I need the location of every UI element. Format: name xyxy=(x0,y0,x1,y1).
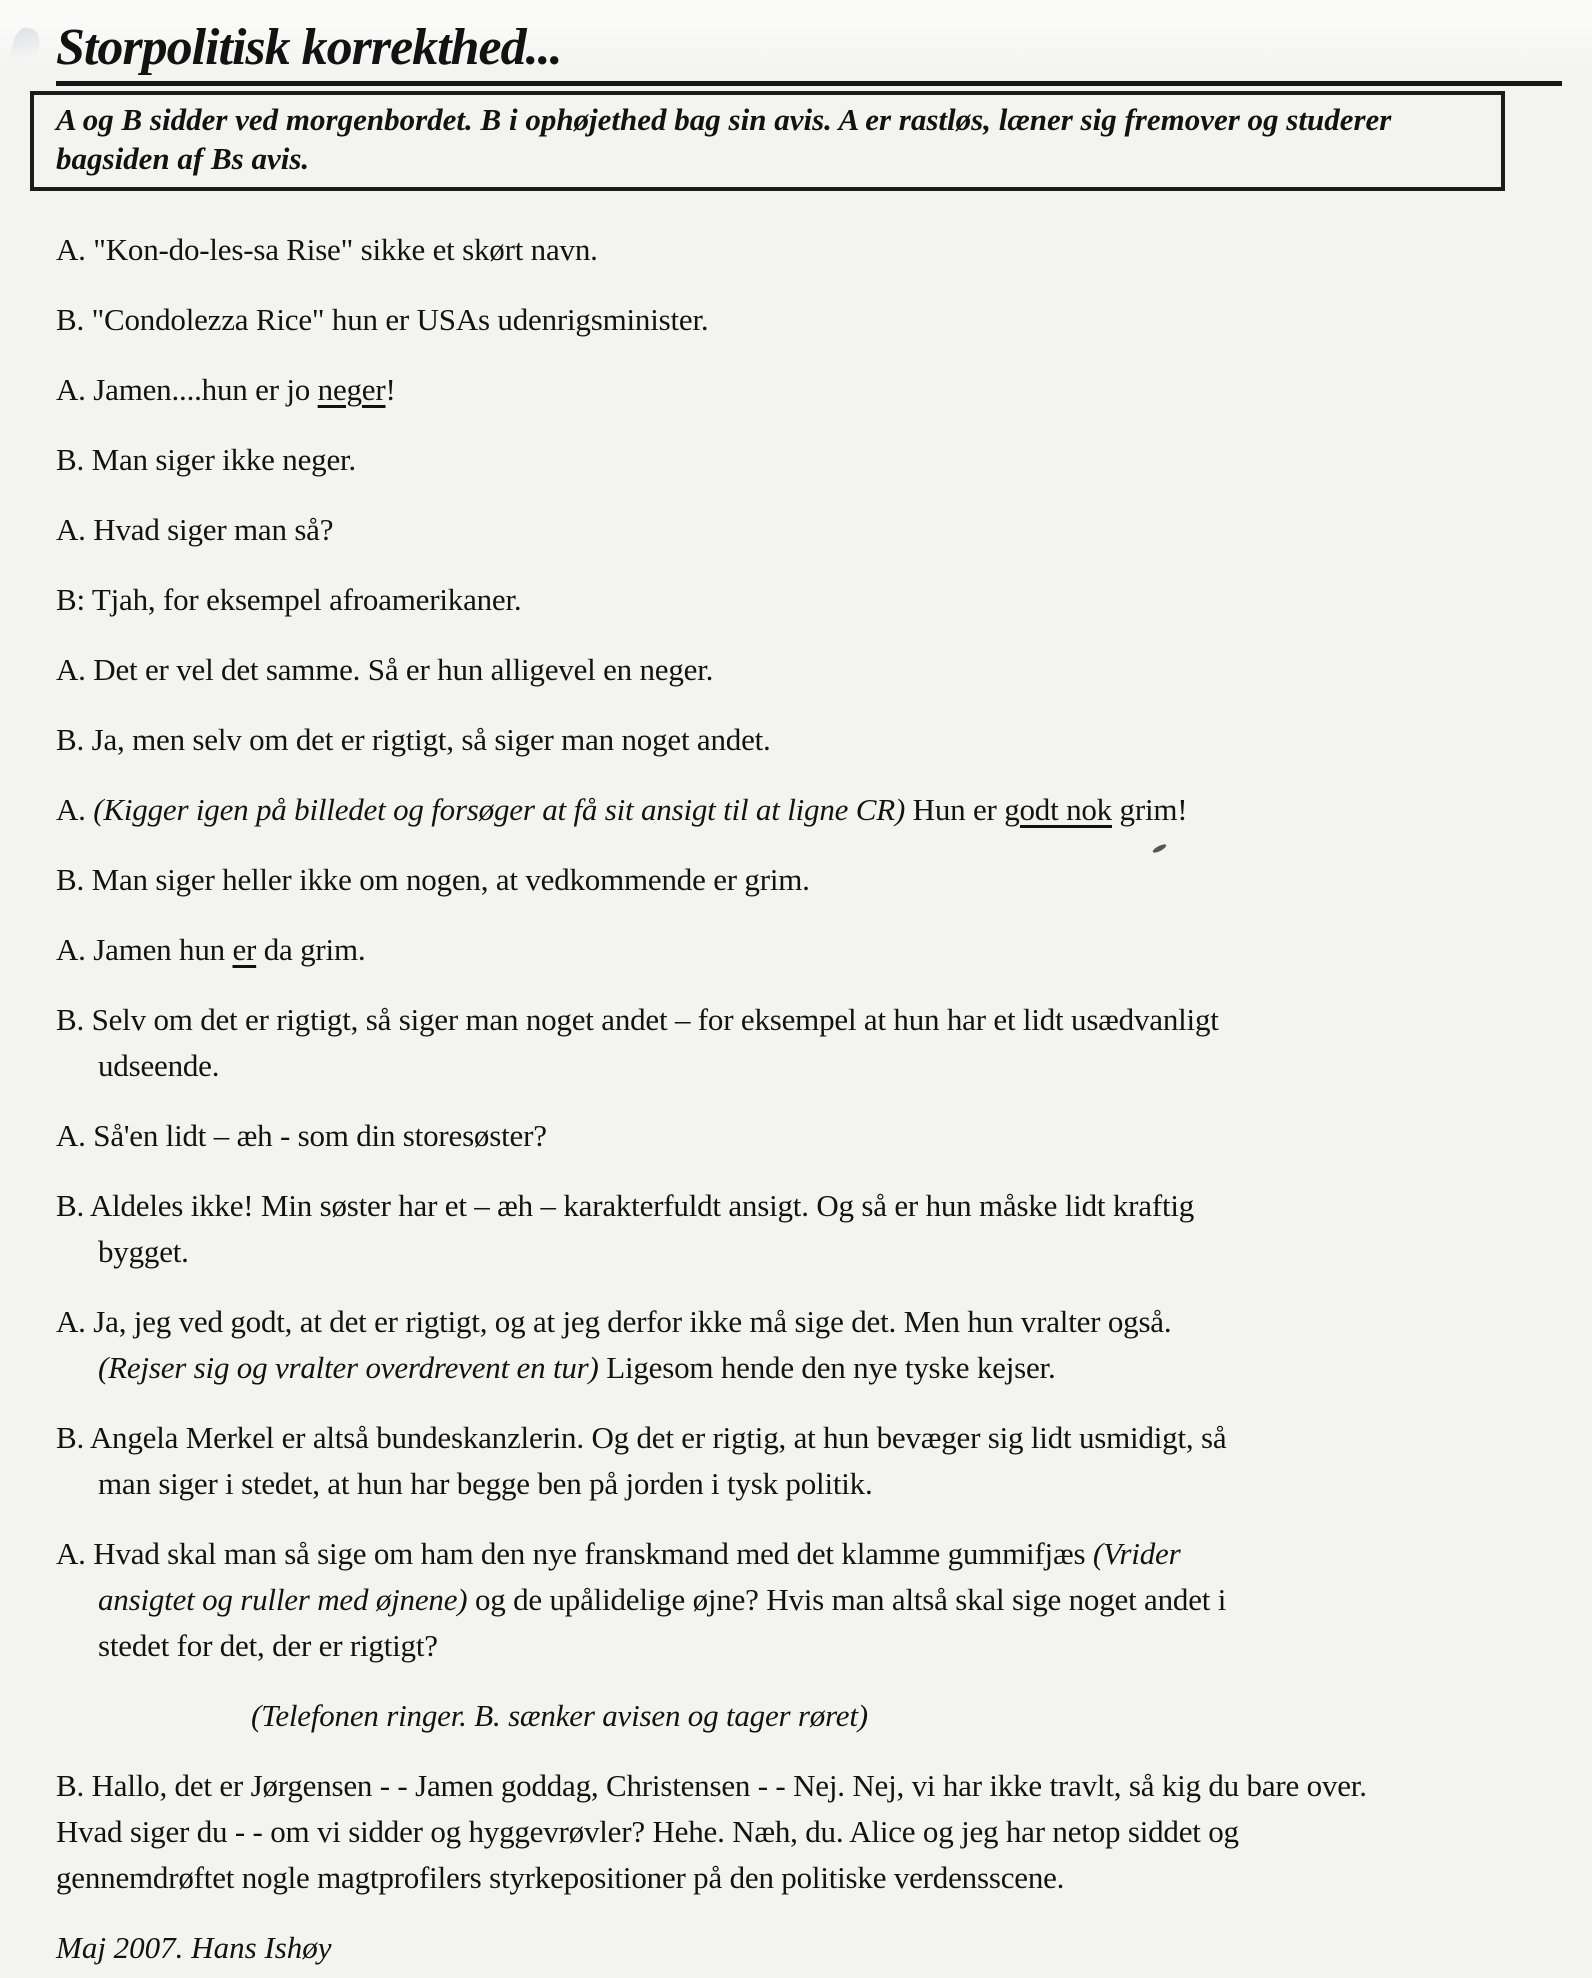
intro-line: bagsiden af Bs avis. xyxy=(56,141,310,176)
dialogue-line xyxy=(56,1183,1562,1229)
underlined-text: neger xyxy=(317,372,386,407)
dialogue-paragraph xyxy=(56,997,1562,1089)
title-block xyxy=(56,14,1562,86)
text-segment: B. Man siger ikke neger. xyxy=(56,442,356,477)
underlined-text: godt nok xyxy=(1004,792,1112,827)
dialogue-line xyxy=(56,1763,1562,1809)
intro-box xyxy=(30,91,1505,191)
text-segment: A. Jamen....hun er jo xyxy=(56,372,318,407)
dialogue-line xyxy=(56,227,1562,273)
dialogue-line xyxy=(56,297,1562,343)
dialogue-line xyxy=(56,1043,1562,1089)
italic-stage-text: (Telefonen ringer. B. sænker avisen og tager røret) xyxy=(251,1698,868,1733)
text-segment: bygget. xyxy=(98,1234,189,1269)
dialogue-line xyxy=(56,1229,1562,1275)
dialogue-line xyxy=(56,1855,1562,1901)
dialogue-line xyxy=(56,367,1562,413)
text-segment: da grim. xyxy=(256,932,366,967)
dialogue-paragraph xyxy=(56,507,1562,553)
dialogue-line xyxy=(56,857,1562,903)
dialogue-line xyxy=(56,1623,1562,1669)
text-segment: A. "Kon-do-les-sa Rise" sikke et skørt navn. xyxy=(56,232,598,267)
dialogue-line xyxy=(56,927,1562,973)
author-line: Maj 2007. Hans Ishøy xyxy=(56,1930,332,1965)
dialogue-paragraph xyxy=(56,1113,1562,1159)
dialogue-paragraph xyxy=(56,717,1562,763)
dialogue-line xyxy=(56,1299,1562,1345)
text-segment: A. Det er vel det samme. Så er hun alligevel en neger. xyxy=(56,652,714,687)
dialogue-paragraph xyxy=(56,437,1562,483)
text-segment: stedet for det, der er rigtigt? xyxy=(98,1628,438,1663)
text-segment: B: Tjah, for eksempel afroamerikaner. xyxy=(56,582,522,617)
text-segment: A. Jamen hun xyxy=(56,932,233,967)
text-segment: B. Aldeles ikke! Min søster har et – æh – karakterfuldt ansigt. Og så er hun måske lidt kraftig xyxy=(56,1188,1195,1223)
dialogue-paragraph xyxy=(56,1183,1562,1275)
dialogue-line xyxy=(56,1415,1562,1461)
text-segment: A. xyxy=(56,792,94,827)
stage-direction xyxy=(251,1693,1562,1739)
dialogue-line xyxy=(56,507,1562,553)
text-segment: B. "Condolezza Rice" hun er USAs udenrigsminister. xyxy=(56,302,709,337)
text-segment: B. Angela Merkel er altså bundeskanzlerin. Og det er rigtig, at hun bevæger sig lidt usmidigt, så xyxy=(56,1420,1227,1455)
text-segment: A. Ja, jeg ved godt, at det er rigtigt, og at jeg derfor ikke må sige det. Men hun vralter også. xyxy=(56,1304,1172,1339)
text-segment: B. Selv om det er rigtigt, så siger man noget andet – for eksempel at hun har et lidt usædvanligt xyxy=(56,1002,1219,1037)
dialogue-line xyxy=(56,1345,1562,1391)
dialogue-line xyxy=(56,647,1562,693)
text-segment: udseende. xyxy=(98,1048,220,1083)
dialogue-line xyxy=(56,437,1562,483)
dialogue-paragraph xyxy=(56,227,1562,273)
text-segment: grim! xyxy=(1111,792,1188,827)
dialogue-line xyxy=(56,1809,1562,1855)
italic-stage-text: ansigtet og ruller med øjnene) xyxy=(98,1582,468,1617)
text-segment: A. Hvad siger man så? xyxy=(56,512,334,547)
underlined-text: er xyxy=(232,932,257,967)
dialogue-line xyxy=(56,717,1562,763)
text-segment: A. Hvad skal man så sige om ham den nye franskmand med det klamme gummifjæs xyxy=(56,1536,1093,1571)
scan-artifact-icon xyxy=(7,25,42,72)
dialogue-paragraph xyxy=(56,787,1562,833)
dialogue-line xyxy=(56,1461,1562,1507)
text-segment: og de upålidelige øjne? Hvis man altså skal sige noget andet i xyxy=(467,1582,1227,1617)
text-segment: man siger i stedet, at hun har begge ben på jorden i tysk politik. xyxy=(98,1466,873,1501)
text-segment: Ligesom hende den nye tyske kejser. xyxy=(598,1350,1056,1385)
dialogue-paragraph xyxy=(56,647,1562,693)
page-title: Storpolitisk korrekthed... xyxy=(56,19,562,76)
text-segment: Hvad siger du - - om vi sidder og hyggevrøvler? Hehe. Næh, du. Alice og jeg har netop siddet og xyxy=(56,1814,1239,1849)
text-segment: ! xyxy=(385,372,396,407)
dialogue-paragraph xyxy=(56,297,1562,343)
dialogue-line xyxy=(251,1693,1562,1739)
italic-stage-text: (Rejser sig og vralter overdrevent en tur) xyxy=(98,1350,599,1385)
text-segment: B. Ja, men selv om det er rigtigt, så siger man noget andet. xyxy=(56,722,771,757)
dialogue-paragraph xyxy=(56,927,1562,973)
text-segment: Hun er xyxy=(905,792,1005,827)
dialogue-line xyxy=(56,1577,1562,1623)
text-segment: gennemdrøftet nogle magtprofilers styrkepositioner på den politiske verdensscene. xyxy=(56,1860,1065,1895)
dialogue-container xyxy=(56,227,1562,1901)
italic-stage-text: (Vrider xyxy=(1092,1536,1181,1571)
dialogue-line xyxy=(56,1113,1562,1159)
dialogue-line xyxy=(56,577,1562,623)
text-segment: B. Hallo, det er Jørgensen - - Jamen goddag, Christensen - - Nej. Nej, vi har ikke travlt, så kig du bare over. xyxy=(56,1768,1367,1803)
dialogue-paragraph xyxy=(56,577,1562,623)
dialogue-paragraph xyxy=(56,1415,1562,1507)
text-segment: B. Man siger heller ikke om nogen, at vedkommende er grim. xyxy=(56,862,810,897)
intro-line: A og B sidder ved morgenbordet. B i ophøjethed bag sin avis. A er rastløs, læner sig fremover og studerer xyxy=(56,102,1392,137)
dialogue-paragraph xyxy=(56,1763,1562,1901)
text-segment: A. Så'en lidt – æh - som din storesøster? xyxy=(56,1118,547,1153)
dialogue-line xyxy=(56,787,1562,833)
dialogue-paragraph xyxy=(56,367,1562,413)
dialogue-paragraph xyxy=(56,1299,1562,1391)
italic-stage-text: (Kigger igen på billedet og forsøger at få sit ansigt til at ligne CR) xyxy=(93,792,906,827)
dialogue-line xyxy=(56,997,1562,1043)
dialogue-line xyxy=(56,1531,1562,1577)
dialogue-paragraph xyxy=(56,1531,1562,1669)
dialogue-paragraph xyxy=(56,857,1562,903)
